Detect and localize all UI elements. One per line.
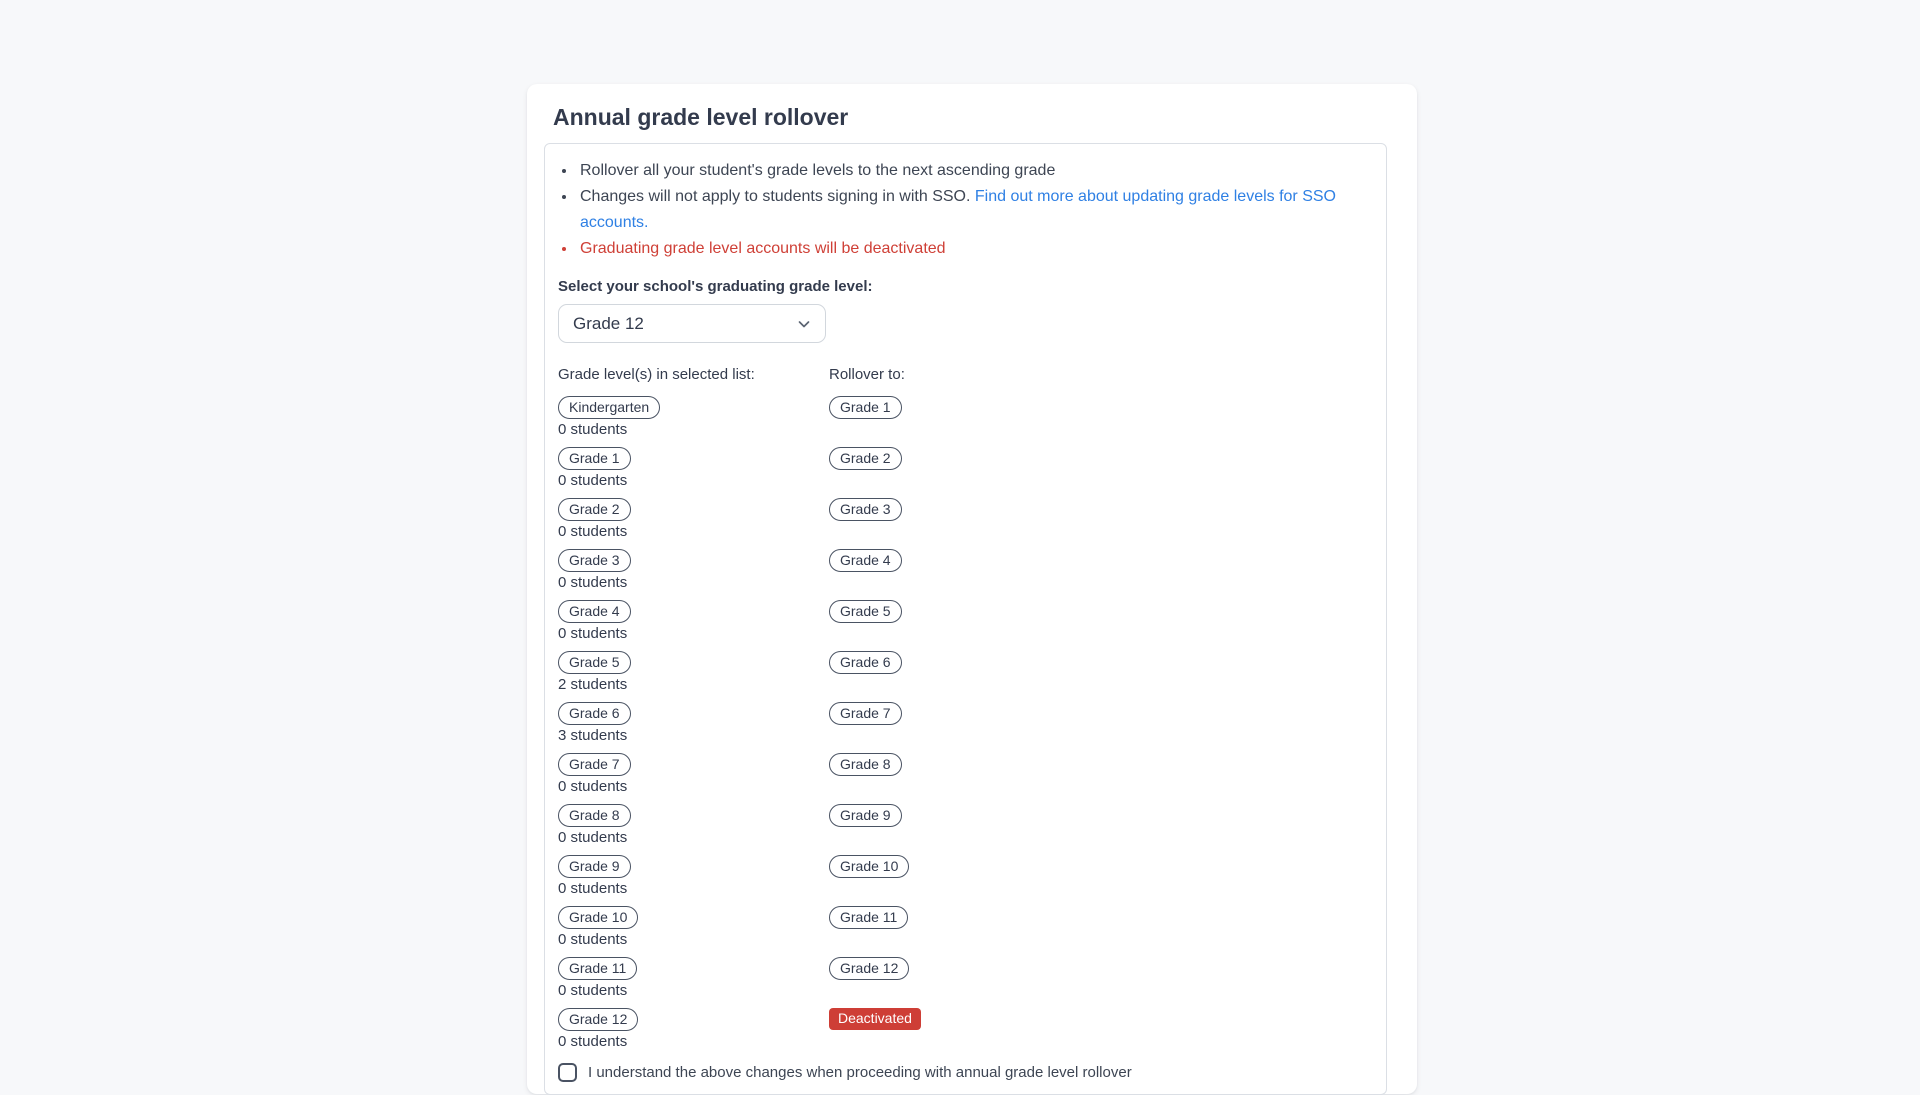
grade-pill: Grade 10: [558, 906, 638, 929]
grade-cell: [558, 804, 829, 846]
grade-row: [558, 1008, 1362, 1050]
rollover-pill: Grade 8: [829, 753, 902, 776]
grade-row: [558, 651, 1362, 693]
column-headers: [558, 366, 1362, 383]
grade-pill: Grade 2: [558, 498, 631, 521]
rollover-pill: Grade 11: [829, 906, 908, 929]
grade-row: [558, 600, 1362, 642]
note-item: • Rollover all your student's grade levels to the next ascending grade: [577, 158, 1362, 184]
grade-cell: [558, 447, 829, 489]
grade-pill: Grade 5: [558, 651, 631, 674]
student-count: 0 students: [558, 880, 628, 897]
rollover-cell: [829, 957, 1362, 999]
rollover-cell: [829, 651, 1362, 693]
confirm-checkbox[interactable]: [558, 1063, 577, 1082]
rollover-cell: [829, 600, 1362, 642]
grade-cell: [558, 600, 829, 642]
grade-row: [558, 906, 1362, 948]
grade-pill: Kindergarten: [558, 396, 660, 419]
grade-row: [558, 957, 1362, 999]
grade-row: [558, 549, 1362, 591]
column-header-rollover: Rollover to:: [829, 366, 905, 383]
rollover-pill: Grade 3: [829, 498, 902, 521]
student-count: 0 students: [558, 574, 628, 591]
grade-cell: [558, 549, 829, 591]
chevron-down-icon: [796, 316, 812, 332]
rollover-cell: [829, 549, 1362, 591]
rollover-cell: [829, 498, 1362, 540]
student-count: 0 students: [558, 625, 628, 642]
grade-cell: [558, 855, 829, 897]
graduating-grade-select[interactable]: [558, 304, 826, 343]
rollover-cell: [829, 1008, 1362, 1050]
student-count: 2 students: [558, 676, 628, 693]
rollover-cell: [829, 753, 1362, 795]
grade-cell: [558, 702, 829, 744]
grade-row: [558, 396, 1362, 438]
student-count: 0 students: [558, 472, 628, 489]
grade-pill: Grade 9: [558, 855, 631, 878]
rollover-pill: Grade 6: [829, 651, 902, 674]
rollover-pill: Grade 7: [829, 702, 902, 725]
grade-cell: [558, 651, 829, 693]
annual-rollover-card: [527, 84, 1417, 1094]
page-title: Annual grade level rollover: [553, 104, 849, 130]
rollover-cell: [829, 396, 1362, 438]
grade-pill: Grade 8: [558, 804, 631, 827]
grade-pill: Grade 4: [558, 600, 631, 623]
confirm-row: [558, 1063, 1362, 1082]
rollover-pill: Grade 5: [829, 600, 902, 623]
student-count: 0 students: [558, 829, 628, 846]
rollover-cell: [829, 804, 1362, 846]
grade-row: [558, 447, 1362, 489]
rollover-pill: Grade 9: [829, 804, 902, 827]
grade-row: [558, 804, 1362, 846]
graduating-grade-value: Grade 12: [573, 313, 644, 333]
rollover-cell: [829, 855, 1362, 897]
grade-row: [558, 753, 1362, 795]
grade-pill: Grade 6: [558, 702, 631, 725]
grade-cell: [558, 1008, 829, 1050]
grade-pill: Grade 12: [558, 1008, 638, 1031]
grade-row: [558, 498, 1362, 540]
rollover-pill: Grade 2: [829, 447, 902, 470]
deactivated-badge: Deactivated: [829, 1008, 921, 1030]
rollover-cell: [829, 906, 1362, 948]
note-item: • Changes will not apply to students signing in with SSO. Find out more about updating grade levels for SSO accounts.: [577, 184, 1362, 236]
grade-rows: [558, 396, 1362, 1050]
grade-cell: [558, 396, 829, 438]
grade-cell: [558, 498, 829, 540]
rollover-pill: Grade 10: [829, 855, 909, 878]
graduating-grade-label: Select your school's graduating grade level:: [558, 278, 873, 295]
sso-accounts-link[interactable]: Find out more about updating grade levels for SSO accounts.: [580, 188, 1336, 231]
student-count: 0 students: [558, 523, 628, 540]
column-header-grades: Grade level(s) in selected list:: [558, 366, 755, 383]
rollover-pill: Grade 12: [829, 957, 909, 980]
student-count: 0 students: [558, 1033, 628, 1050]
student-count: 0 students: [558, 982, 628, 999]
student-count: 0 students: [558, 931, 628, 948]
grade-pill: Grade 3: [558, 549, 631, 572]
confirm-label[interactable]: I understand the above changes when proceeding with annual grade level rollover: [588, 1064, 1132, 1081]
rollover-panel: [544, 143, 1387, 1095]
grade-cell: [558, 906, 829, 948]
grade-row: [558, 855, 1362, 897]
rollover-pill: Grade 1: [829, 396, 902, 419]
grade-cell: [558, 753, 829, 795]
grade-pill: Grade 1: [558, 447, 631, 470]
grade-pill: Grade 7: [558, 753, 631, 776]
student-count: 3 students: [558, 727, 628, 744]
note-item: • Graduating grade level accounts will be deactivated: [577, 236, 1362, 262]
notes-list: [558, 158, 1362, 262]
grade-pill: Grade 11: [558, 957, 637, 980]
grade-cell: [558, 957, 829, 999]
grade-row: [558, 702, 1362, 744]
rollover-pill: Grade 4: [829, 549, 902, 572]
rollover-cell: [829, 447, 1362, 489]
student-count: 0 students: [558, 421, 628, 438]
rollover-cell: [829, 702, 1362, 744]
student-count: 0 students: [558, 778, 628, 795]
